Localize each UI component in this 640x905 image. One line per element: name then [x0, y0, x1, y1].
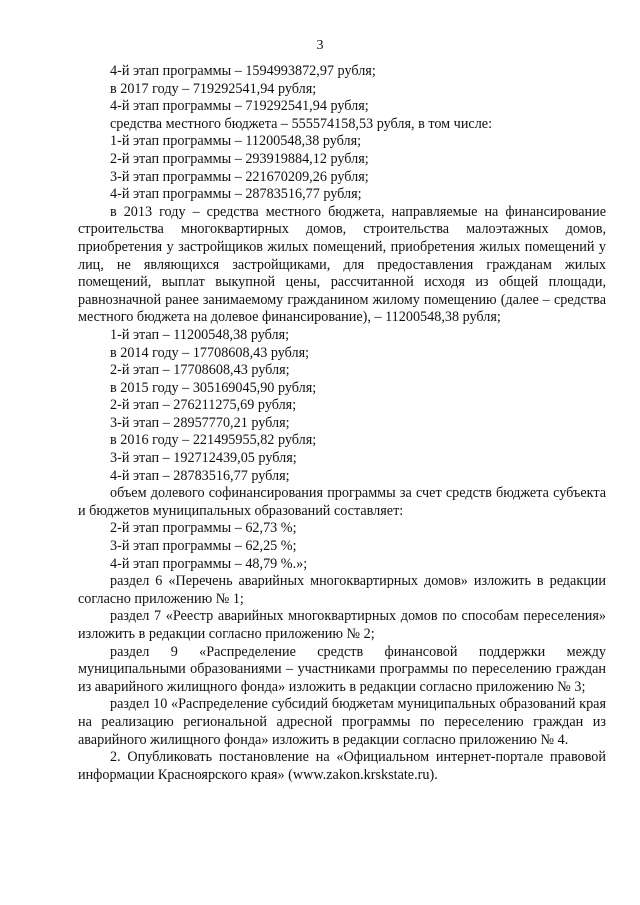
stage-line: 2-й этап – 17708608,43 рубля; — [110, 362, 290, 379]
stage-line: 3-й этап – 28957770,21 рубля; — [110, 414, 290, 431]
stage-line: 2-й этап – 276211275,69 рубля; — [110, 397, 297, 414]
section7-paragraph: раздел 7 «Реестр аварийных многоквартирных домов по способам переселения» изложить в редакции согласно приложению № 2; — [78, 608, 606, 642]
section9-paragraph: раздел 9 «Распределение средств финансовой поддержки между муниципальными образованиями – участниками программы по переселению граждан из аварийного жилищного фонда» изложить в редакции согласно приложению № 3; — [78, 643, 606, 695]
publish-paragraph: 2. Опубликовать постановление на «Официальном интернет-портале правовой информации Красноярского края» (www.zakon.krskstate.ru). — [78, 749, 606, 783]
stage-line: в 2016 году – 221495955,82 рубля; — [110, 432, 317, 449]
cofinancing-line: 4-й этап программы – 48,79 %.»; — [110, 555, 308, 572]
stage-line: 1-й этап – 11200548,38 рубля; — [110, 326, 290, 343]
stage-line: 4-й этап – 28783516,77 рубля; — [110, 467, 290, 484]
funding-line: 4-й этап программы – 28783516,77 рубля; — [110, 186, 362, 203]
document-body — [78, 63, 606, 784]
funding-line: 2-й этап программы – 293919884,12 рубля; — [110, 150, 369, 167]
funding-line: 3-й этап программы – 221670209,26 рубля; — [110, 168, 369, 185]
cofinancing-paragraph: объем долевого софинансирования программы за счет средств бюджета субъекта и бюджетов муниципальных образований составляет: — [78, 485, 606, 519]
section6-paragraph: раздел 6 «Перечень аварийных многоквартирных домов» изложить в редакции согласно приложению № 1; — [78, 573, 606, 607]
funding-line: 4-й этап программы – 719292541,94 рубля; — [110, 98, 369, 115]
cofinancing-line: 3-й этап программы – 62,25 %; — [110, 538, 297, 555]
page-number: 3 — [316, 38, 324, 53]
stage-line: 3-й этап – 192712439,05 рубля; — [110, 450, 297, 467]
funding-line: 4-й этап программы – 1594993872,97 рубля; — [110, 63, 376, 79]
stage-line: в 2015 году – 305169045,90 рубля; — [110, 379, 317, 396]
section10-paragraph: раздел 10 «Распределение субсидий бюджетам муниципальных образований края на реализацию региональной адресной программы по переселению граждан из аварийного жилищного фонда» изложить в редакции согласно приложению № 4. — [78, 696, 606, 748]
local-budget-paragraph: в 2013 году – средства местного бюджета, направляемые на финансирование строительства многоквартирных домов, строительства малоэтажных домов, приобретения у застройщиков жилых помещений, приобретения жилых помещений у лиц, не являющихся застройщиками, для предоставления гражданам жилых помещений, выплат выкупной цены, рассчитанной исходя из общей площади, равнозначной ранее занимаемому гражданином жилому помещению (далее – средства местного бюджета на долевое финансирование), – 11200548,38 рубля; — [78, 203, 606, 326]
stage-line: в 2014 году – 17708608,43 рубля; — [110, 344, 310, 361]
cofinancing-line: 2-й этап программы – 62,73 %; — [110, 520, 297, 537]
funding-line: в 2017 году – 719292541,94 рубля; — [110, 80, 317, 97]
funding-line: средства местного бюджета – 555574158,53 рубля, в том числе: — [110, 115, 493, 132]
funding-line: 1-й этап программы – 11200548,38 рубля; — [110, 133, 362, 150]
